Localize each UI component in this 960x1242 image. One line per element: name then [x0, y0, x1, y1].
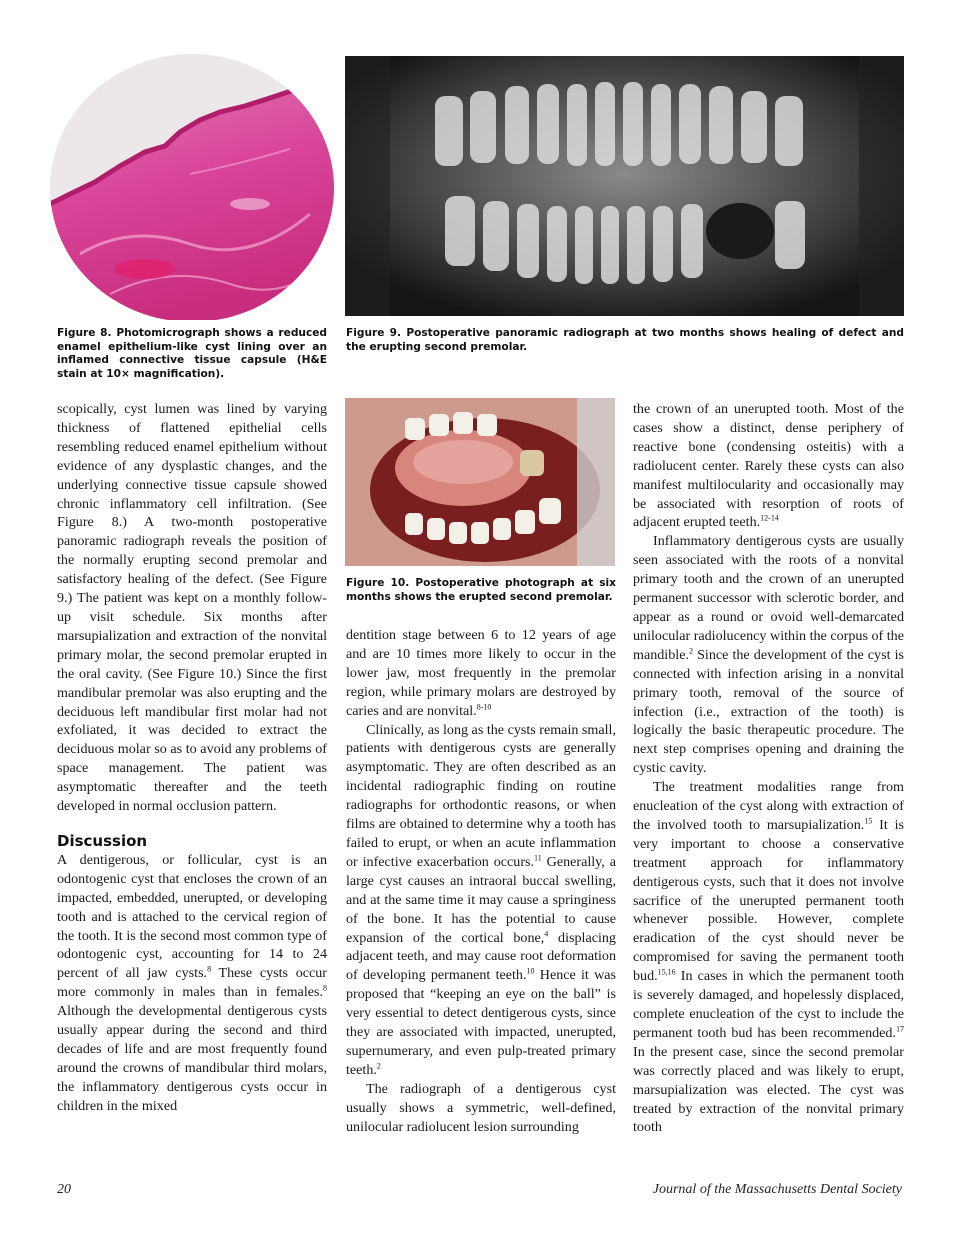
paragraph-radiograph: The radiograph of a dentigerous cyst usually shows a symmetric, well-defined, unilocular radiolucent lesion surrounding	[346, 1080, 616, 1135]
paragraph-clinical: Clinically, as long as the cysts remain small, patients with dentigerous cysts are generally asymptomatic. They are often described as an incidental radiographic finding on routine radiographs for orthodontic reasons, or when films are obtained to determine why a tooth has failed to erupt, or when an acute inflammation or infective exacerbation occurs.$^{11}$ Generally, a large cyst causes an intraoral buccal swelling, and at the same time it may cause a springiness of the bone. It has the potential to cause expansion of the cortical bone,$^4$ displacing adjacent teeth, and may cause root deformation of developing permanent teeth.$^{10}$ Hence it was proposed that “keeping an eye on the ball” is very essential to detect dentigerous cysts, since they are associated with impacted, unerupted, supernumerary, and even pulp-treated primary teeth.$^2$	[346, 721, 617, 1078]
figure-8-caption-text: Photomicrograph shows a reduced enamel epithelium-like cyst lining over an inflamed connective tissue capsule (H&E stain at 10× magnification).	[57, 327, 327, 380]
figure-10-intraoral-photograph	[345, 398, 615, 566]
page-number: 20	[57, 1182, 71, 1197]
figure-8-caption-label: Figure 8.	[57, 327, 112, 339]
paragraph-treatment: The treatment modalities range from enucleation of the cyst along with extraction of the involved tooth to marsupialization.$^{15}$ It is very important to choose a conservative treatment approach for inflammatory dentigerous cysts, such that it does not involve sacrifice of the unerupted permanent tooth whenever possible. However, complete eradication of the cyst should never be compromised for saving the permanent tooth bud.$^{15,16}$ In cases in which the permanent tooth is severely damaged, and hopelessly displaced, complete enucleation of the cyst to include the permanent tooth bud has been recommended.$^{17}$ In the present case, since the second premolar was correctly placed and was likely to erupt, marsupialization was elected. The cyst was treated by extraction of the nonvital primary tooth	[633, 779, 904, 1136]
figure-9-caption	[346, 327, 904, 354]
figure-10-caption	[346, 577, 616, 604]
paragraph-inflammatory: Inflammatory dentigerous cysts are usually seen associated with the roots of a nonvital primary tooth and the crown of an unerupted permanent successor with sclerotic border, and appear as a round or ovoid well-demarcated unilocular radiolucency within the corpus of the mandible.$^2$ Since the development of the cyst is connected with infection arising in a nonvital primary tooth, removal of the source of infection (i.e., extraction of the tooth) is logically the basic therapeutic procedure. The next step comprises opening and draining the cystic cavity.	[633, 533, 904, 777]
paragraph-case-continued: scopically, cyst lumen was lined by varying thickness of flattened epithelial cells resembling reduced enamel epithelium without evidence of any dysplastic changes, and the underlying connective tissue capsule showed chronic inflammatory cell infiltration. (See Figure 8.) A two-month postoperative panoramic radiograph reveals the position of the normally erupting second premolar and satisfactory healing of the defect. (See Figure 9.) The patient was kept on a monthly follow-up visit schedule. Six months after marsupialization and extraction of the nonvital primary molar, the second premolar erupted in the oral cavity. (See Figure 10.) Since the first mandibular premolar was also erupting and the deciduous left mandibular first molar had not exfoliated, it was decided to extract the deciduous molar so as to avoid any problems of space management. The patient was asymptomatic thereafter and the teeth developed in normal occlusion pattern.	[57, 401, 327, 815]
paragraph-discussion-1: A dentigerous, or follicular, cyst is an odontogenic cyst that encloses the crown of an impacted, embedded, unerupted, or developing tooth and is attached to the cervical region of the tooth. It is the second most common type of odontogenic cyst, accounting for 14 to 24 percent of all jaw cysts.$^8$ These cysts occur more commonly in males than in females.$^8$ Although the developmental dentigerous cysts usually appear during the second and third decades of life and are most frequently found around the crowns of mandibular third molars, the inflammatory dentigerous cysts occur in children in the mixed	[57, 851, 327, 1114]
figure-8-photomicrograph	[50, 54, 334, 320]
figure-8-caption	[57, 327, 327, 381]
text-column-2	[346, 626, 616, 1136]
paragraph-crown-unerupted: the crown of an unerupted tooth. Most of the cases show a distinct, dense periphery of reactive bone (condensing osteitis) with a radiolucent center. Rarely these cysts can also manifest multilocularity and occasionally may be associated with resorption of roots of adjacent erupted teeth.$^{12-14}$	[633, 401, 904, 531]
text-column-1	[57, 400, 327, 1116]
figure-10-caption-label: Figure 10.	[346, 577, 410, 589]
figure-9-caption-text: Postoperative panoramic radiograph at two months shows healing of defect and the erupting second premolar.	[346, 327, 904, 353]
figure-9-panoramic-radiograph	[345, 56, 904, 316]
text-column-3	[633, 400, 904, 1137]
figure-10-caption-text: Postoperative photograph at six months shows the erupted second premolar.	[346, 577, 616, 603]
paragraph-dentition-stage: dentition stage between 6 to 12 years of age and are 10 times more likely to occur in the lower jaw, most frequently in the premolar region, while primary molars are destroyed by caries and are nonvital.$^{8-10}$	[346, 627, 616, 719]
journal-name: Journal of the Massachusetts Dental Society	[652, 1182, 902, 1197]
figure-9-caption-label: Figure 9.	[346, 327, 402, 339]
section-heading-discussion: Discussion	[57, 831, 148, 850]
